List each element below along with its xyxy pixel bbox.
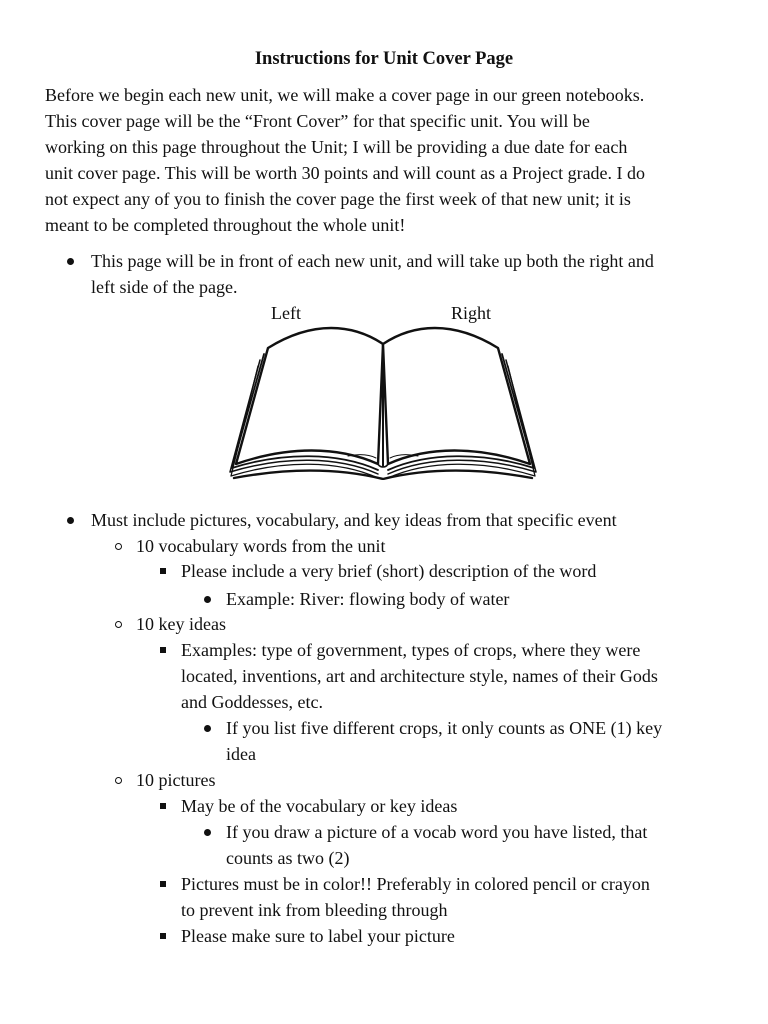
bullet1-line-1: This page will be in front of each new unit, and will take up both the right and <box>91 251 654 271</box>
open-book-illustration <box>228 318 538 480</box>
intro-line-5: not expect any of you to finish the cover page the first week of that new unit; it is <box>45 189 631 209</box>
bullet-dot <box>204 596 211 603</box>
bullet1-line-2: left side of the page. <box>91 277 238 297</box>
square-bullet <box>160 933 166 939</box>
bullet-dot <box>67 258 74 265</box>
pictures-sub3: Please make sure to label your picture <box>181 926 455 946</box>
intro-line-3: working on this page throughout the Unit; I will be providing a due date for each <box>45 137 628 157</box>
key-ideas-item: 10 key ideas <box>136 614 226 634</box>
bullet-dot <box>204 829 211 836</box>
key-ideas-sub-line-1: Examples: type of government, types of crops, where they were <box>181 640 641 660</box>
square-bullet <box>160 881 166 887</box>
key-ideas-sub-line-3: and Goddesses, etc. <box>181 692 323 712</box>
pictures-sub2-line-1: Pictures must be in color!! Preferably in colored pencil or crayon <box>181 874 650 894</box>
key-ideas-note-line-2: idea <box>226 744 256 764</box>
pictures-sub2-line-2: to prevent ink from bleeding through <box>181 900 448 920</box>
square-bullet <box>160 803 166 809</box>
hollow-bullet <box>115 543 122 550</box>
hollow-bullet <box>115 777 122 784</box>
bullet2-text: Must include pictures, vocabulary, and key ideas from that specific event <box>91 510 617 530</box>
book-label-left: Left <box>271 303 301 323</box>
intro-line-6: meant to be completed throughout the whole unit! <box>45 215 406 235</box>
vocab-example: Example: River: flowing body of water <box>226 589 510 609</box>
vocab-item: 10 vocabulary words from the unit <box>136 536 386 556</box>
bullet-dot <box>204 725 211 732</box>
book-label-right: Right <box>451 303 492 323</box>
intro-line-4: unit cover page. This will be worth 30 points and will count as a Project grade. I do <box>45 163 646 183</box>
key-ideas-note-line-1: If you list five different crops, it only counts as ONE (1) key <box>226 718 663 738</box>
hollow-bullet <box>115 621 122 628</box>
key-ideas-sub-line-2: located, inventions, art and architecture style, names of their Gods <box>181 666 658 686</box>
pictures-sub1-note-line-2: counts as two (2) <box>226 848 350 868</box>
pictures-sub1-note-line-1: If you draw a picture of a vocab word you have listed, that <box>226 822 648 842</box>
intro-line-2: This cover page will be the “Front Cover” for that specific unit. You will be <box>45 111 590 131</box>
intro-line-1: Before we begin each new unit, we will make a cover page in our green notebooks. <box>45 85 645 105</box>
pictures-sub-1: May be of the vocabulary or key ideas <box>181 796 458 816</box>
vocab-sub-1: Please include a very brief (short) description of the word <box>181 561 597 581</box>
document-title: Instructions for Unit Cover Page <box>254 49 514 69</box>
square-bullet <box>160 568 166 574</box>
square-bullet <box>160 647 166 653</box>
bullet-dot <box>67 517 74 524</box>
pictures-item: 10 pictures <box>136 770 216 790</box>
